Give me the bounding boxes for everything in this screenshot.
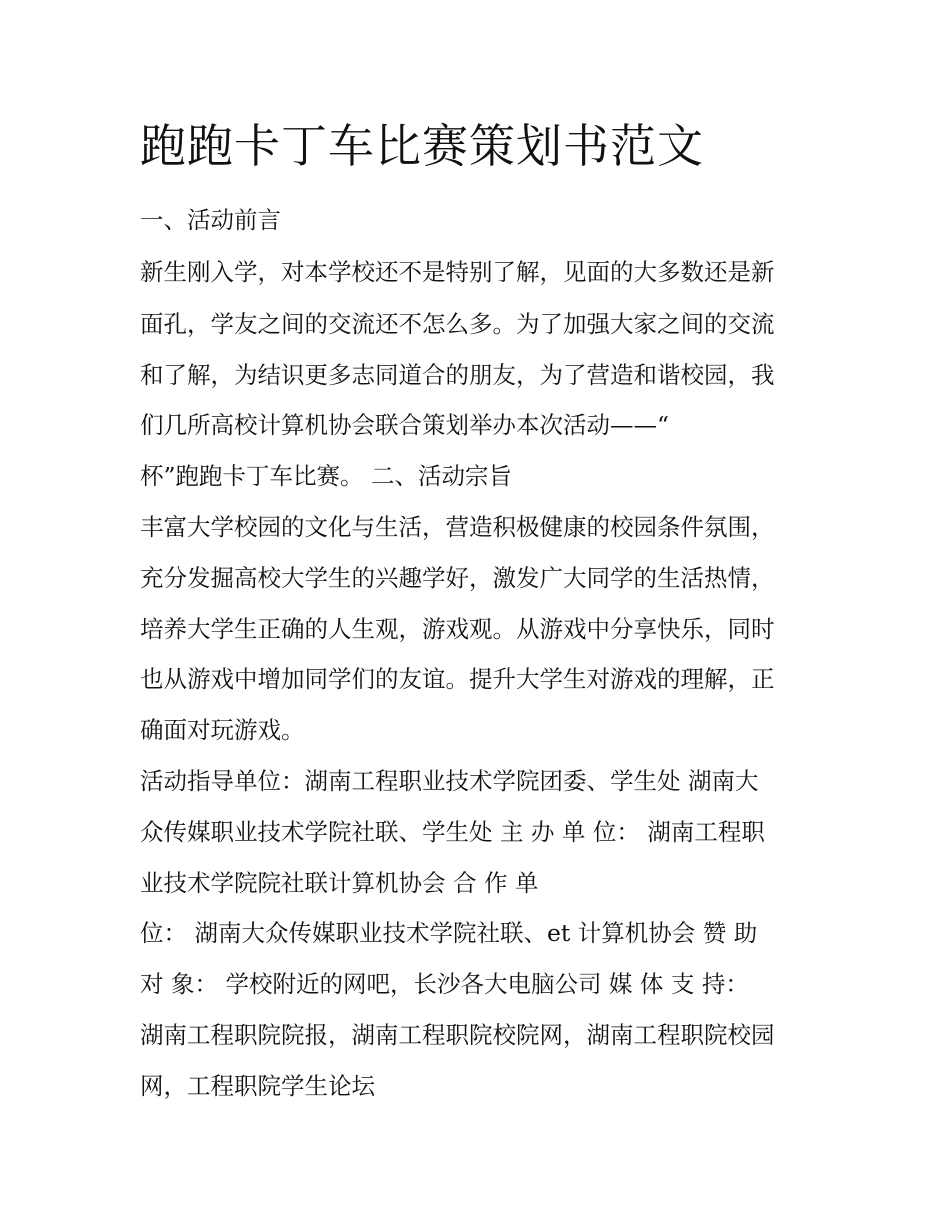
paragraph-line: 新生刚入学，对本学校还不是特别了解，见面的大多数还是新	[140, 258, 775, 286]
paragraph-line: 确面对玩游戏。	[140, 716, 305, 744]
paragraph-line: 也从游戏中增加同学们的友谊。提升大学生对游戏的理解，正	[140, 665, 775, 693]
document-title: 跑跑卡丁车比赛策划书范文	[140, 119, 704, 173]
paragraph-line: 们几所高校计算机协会联合策划举办本次活动——“	[140, 411, 670, 439]
paragraph-line: 业技术学院院社联计算机协会 合 作 单	[140, 869, 539, 897]
paragraph-line: 对 象： 学校附近的网吧，长沙各大电脑公司 媒 体 支 持：	[140, 970, 749, 998]
paragraph-line: 网，工程职院学生论坛	[140, 1072, 375, 1100]
paragraph-line: 丰富大学校园的文化与生活，营造积极健康的校园条件氛围，	[140, 513, 775, 541]
paragraph-line: 位： 湖南大众传媒职业技术学院社联、et 计算机协会 赞 助	[140, 919, 758, 947]
paragraph-line: 培养大学生正确的人生观，游戏观。从游戏中分享快乐，同时	[140, 615, 775, 643]
paragraph-line: 杯”跑跑卡丁车比赛。 二、活动宗旨	[140, 462, 512, 490]
paragraph-line: 面孔，学友之间的交流还不怎么多。为了加强大家之间的交流	[140, 310, 775, 338]
paragraph-line: 活动指导单位：湖南工程职业技术学院团委、学生处 湖南大	[140, 767, 759, 795]
paragraph-line: 众传媒职业技术学院社联、学生处 主 办 单 位： 湖南工程职	[140, 818, 765, 846]
paragraph-line: 和了解，为结识更多志同道合的朋友，为了营造和谐校园，我	[140, 361, 775, 389]
paragraph-line: 湖南工程职院院报，湖南工程职院校院网，湖南工程职院校园	[140, 1021, 775, 1049]
paragraph-line: 充分发掘高校大学生的兴趣学好，激发广大同学的生活热情，	[140, 564, 775, 592]
section-heading-preface: 一、活动前言	[140, 206, 281, 234]
